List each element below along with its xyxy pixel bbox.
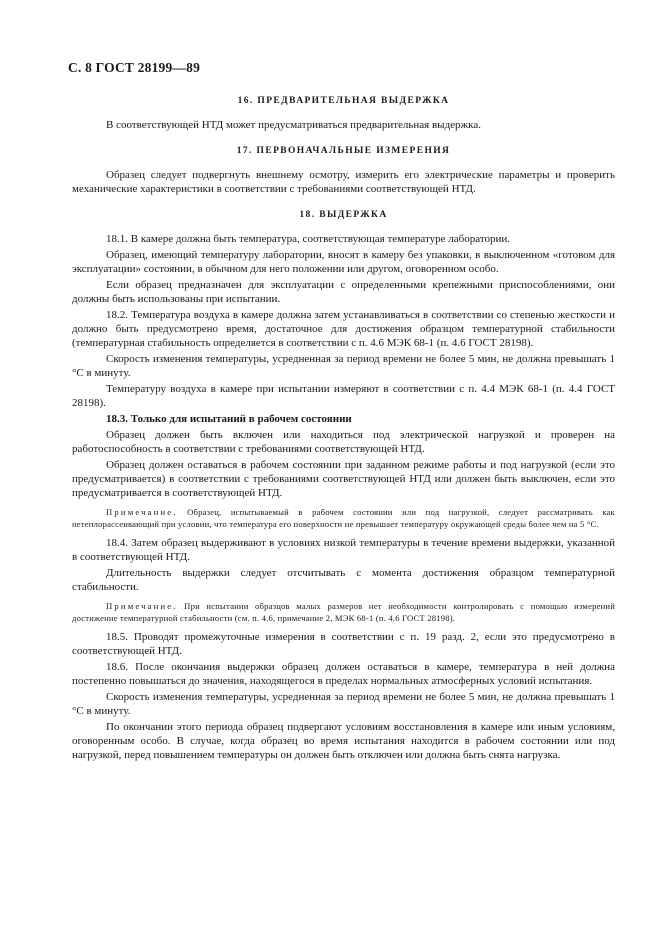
clause-18-2-paragraph-2: Скорость изменения температуры, усредненная за период времени не более 5 мин, не должна превышать 1 °С в минуту. — [72, 353, 615, 379]
note-1 — [72, 506, 615, 530]
page-header: С. 8 ГОСТ 28199—89 — [68, 60, 201, 75]
section-17-title: 17. ПЕРВОНАЧАЛЬНЫЕ ИЗМЕРЕНИЯ — [236, 146, 451, 156]
section-16-paragraph: В соответствующей НТД может предусматриваться предварительная выдержка. — [106, 119, 481, 131]
note-2-text: При испытании образцов малых размеров нет необходимости контролировать с помощью измерений достижение температурной стабильности (см. п. 4.6, примечание 2, МЭК 68-1 (п. 4.6 ГОСТ 28198). — [72, 601, 615, 623]
clause-18-4: 18.4. Затем образец выдерживают в условиях низкой температуры в течение времени выдержки, указанной в соответствующей НТД. — [72, 537, 615, 563]
clause-18-1: 18.1. В камере должна быть температура, соответствующая температуре лаборатории. — [106, 233, 511, 245]
section-17-paragraph: Образец следует подвергнуть внешнему осмотру, измерить его электрические параметры и проверить механические характеристики в соответствии с требованиями соответствующей НТД. — [72, 169, 615, 195]
clause-18-1-paragraph-2: Образец, имеющий температуру лаборатории, вносят в камеру без упаковки, в выключенном «готовом для эксплуатации» состоянии, в обычном для него положении или другом, оговоренном особо. — [72, 249, 615, 275]
note-1-label: Примечание. — [106, 507, 178, 517]
clause-18-3-paragraph-2: Образец должен оставаться в рабочем состоянии при заданном режиме работы и под нагрузкой (если это предусматривается) в соответствии с требованиями соответствующей НТД или должен быть выключен, если это предусматривается в соответствующей НТД. — [72, 459, 615, 499]
note-2-label: Примечание. — [106, 601, 178, 611]
note-1-text: Образец, испытываемый в рабочем состоянии или под нагрузкой, следует рассматривать как нетеплорассеивающий при условии, что температура его поверхности не превышает температуру окружающей среды более чем на 5 °С. — [72, 507, 615, 529]
clause-18-1-paragraph-3: Если образец предназначен для эксплуатации с определенными крепежными приспособлениями, они должны быть использованы при испытании. — [72, 279, 615, 305]
clause-18-6-paragraph-3: По окончании этого периода образец подвергают условиям восстановления в камере или иным условиям, оговоренным особо. В случае, когда образец во время испытания находится в рабочем состоянии или под нагрузкой, перед повышением температуры он должен быть отключен или должна быть снята нагрузка. — [72, 721, 615, 761]
clause-18-5: 18.5. Проводят промежуточные измерения в соответствии с п. 19 разд. 2, если это предусмотрено в соответствующей НТД. — [72, 631, 615, 657]
clause-18-6: 18.6. После окончания выдержки образец должен оставаться в камере, температура в ней должна постепенно повышаться до значения, находящегося в пределах нормальных атмосферных условий испытания. — [72, 661, 615, 687]
section-16-title: 16. ПРЕДВАРИТЕЛЬНАЯ ВЫДЕРЖКА — [237, 96, 450, 106]
clause-18-2: 18.2. Температура воздуха в камере должна затем устанавливаться в соответствии со степенью жесткости и должно быть предусмотрено время, достаточное для достижения образцом температурной стабильности (температурная стабильность определяется в соответствии с п. 4.6 МЭК 68-1 (п. 4.6 ГОСТ 28198). — [72, 309, 615, 349]
clause-18-6-paragraph-2: Скорость изменения температуры, усредненная за период времени не более 5 мин, не должна превышать 1 °С в минуту. — [72, 691, 615, 717]
clause-18-4-paragraph-2: Длительность выдержки следует отсчитывать с момента достижения образцом температурной стабильности. — [72, 567, 615, 593]
section-18-title: 18. ВЫДЕРЖКА — [299, 210, 388, 220]
clause-18-3-paragraph-1: Образец должен быть включен или находиться под электрической нагрузкой и проверен на работоспособность в соответствии с требованиями соответствующей НТД. — [72, 429, 615, 455]
clause-18-3-heading: 18.3. Только для испытаний в рабочем состоянии — [106, 413, 352, 425]
note-2 — [72, 600, 615, 624]
clause-18-2-paragraph-3: Температуру воздуха в камере при испытании измеряют в соответствии с п. 4.4 МЭК 68-1 (п. 4.4 ГОСТ 28198). — [72, 383, 615, 409]
